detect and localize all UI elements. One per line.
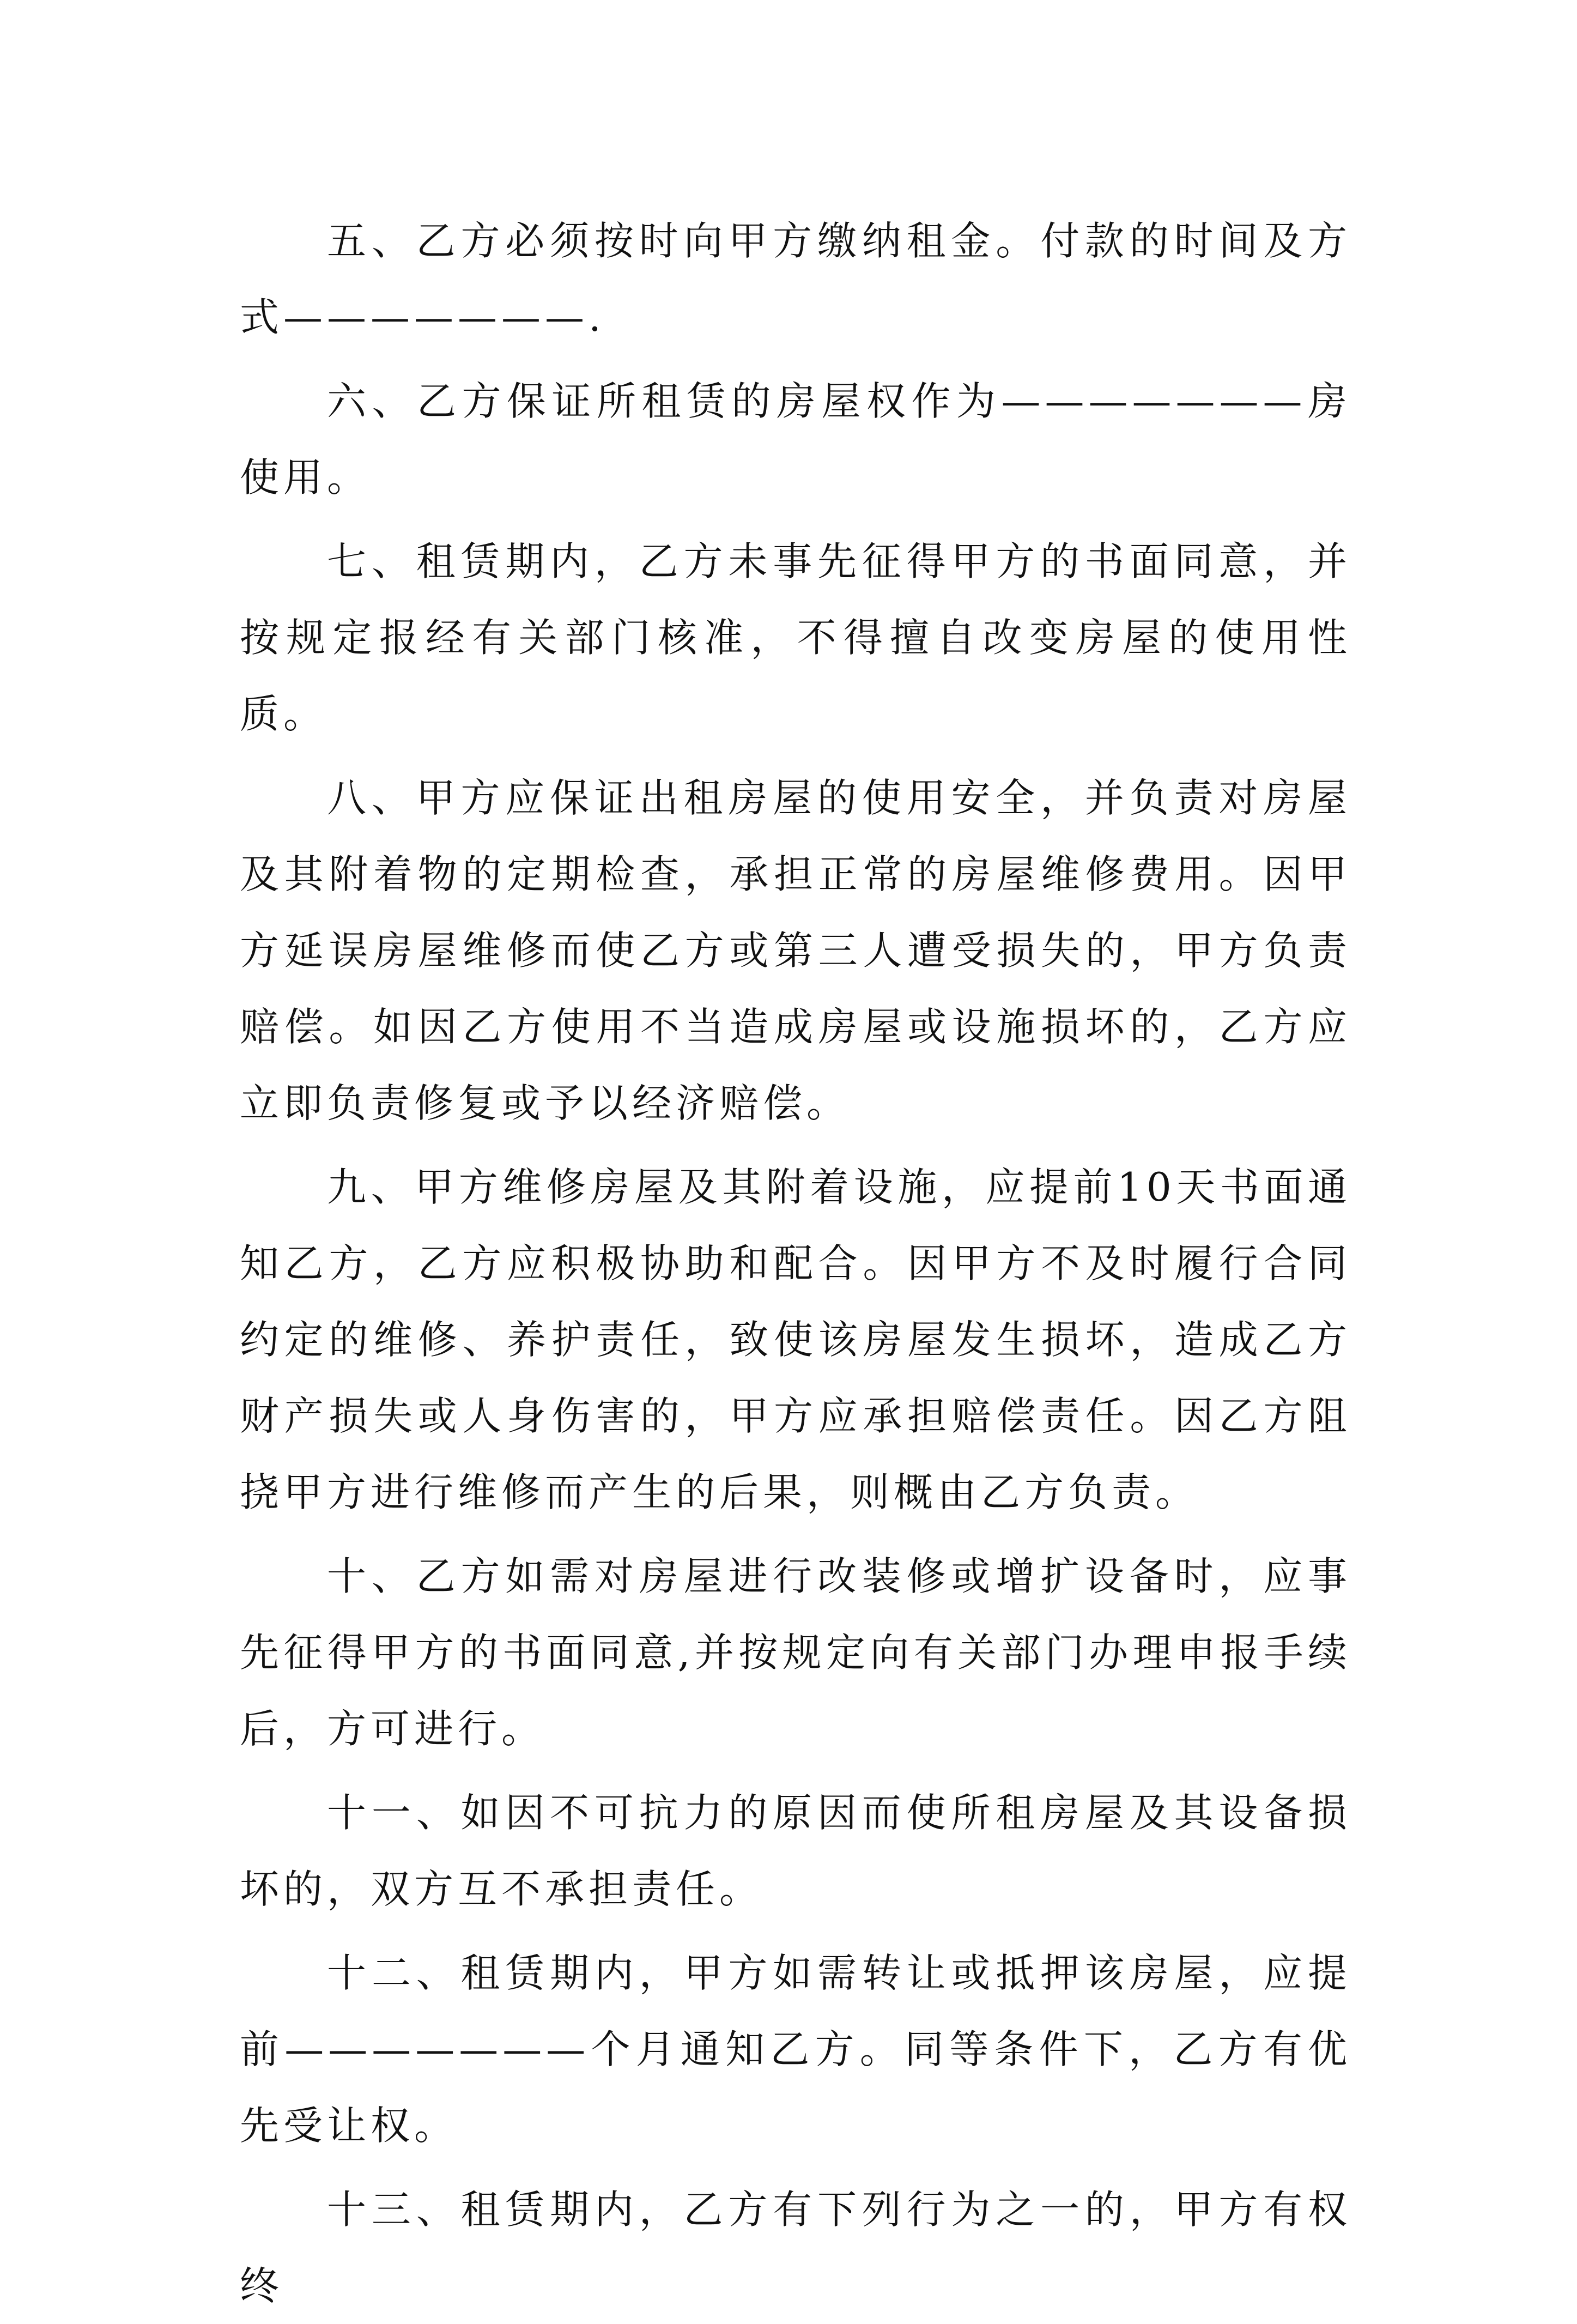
contract-text (240, 203, 1351, 2324)
clause-6: 六、乙方保证所租赁的房屋权作为———————房使用。 (240, 378, 1351, 500)
clause-7: 七、租赁期内，乙方未事先征得甲方的书面同意，并按规定报经有关部门核准，不得擅自改变房屋的使用性质。 (240, 538, 1351, 737)
clause-8: 八、甲方应保证出租房屋的使用安全，并负责对房屋及其附着物的定期检查，承担正常的房屋维修费用。因甲方延误房屋维修而使乙方或第三人遭受损失的，甲方负责赔偿。如因乙方使用不当造成房屋或设施损坏的，乙方应立即负责修复或予以经济赔偿。 (240, 775, 1351, 1126)
clause-10: 十、乙方如需对房屋进行改装修或增扩设备时，应事先征得甲方的书面同意,并按规定向有关部门办理申报手续后，方可进行。 (240, 1553, 1351, 1752)
clause-13: 十三、租赁期内，乙方有下列行为之一的，甲方有权终 (240, 2187, 1351, 2309)
clause-5: 五、乙方必须按时向甲方缴纳租金。付款的时间及方式———————. (240, 218, 1351, 340)
clause-12: 十二、租赁期内，甲方如需转让或抵押该房屋，应提前———————个月通知乙方。同等条件下，乙方有优先受让权。 (240, 1950, 1351, 2149)
clause-11: 十一、如因不可抗力的原因而使所租房屋及其设备损坏的，双方互不承担责任。 (240, 1790, 1351, 1912)
clause-9: 九、甲方维修房屋及其附着设施，应提前10天书面通知乙方，乙方应积极协助和配合。因甲方不及时履行合同约定的维修、养护责任，致使该房屋发生损坏，造成乙方财产损失或人身伤害的，甲方应承担赔偿责任。因乙方阻挠甲方进行维修而产生的后果，则概由乙方负责。 (240, 1164, 1351, 1515)
